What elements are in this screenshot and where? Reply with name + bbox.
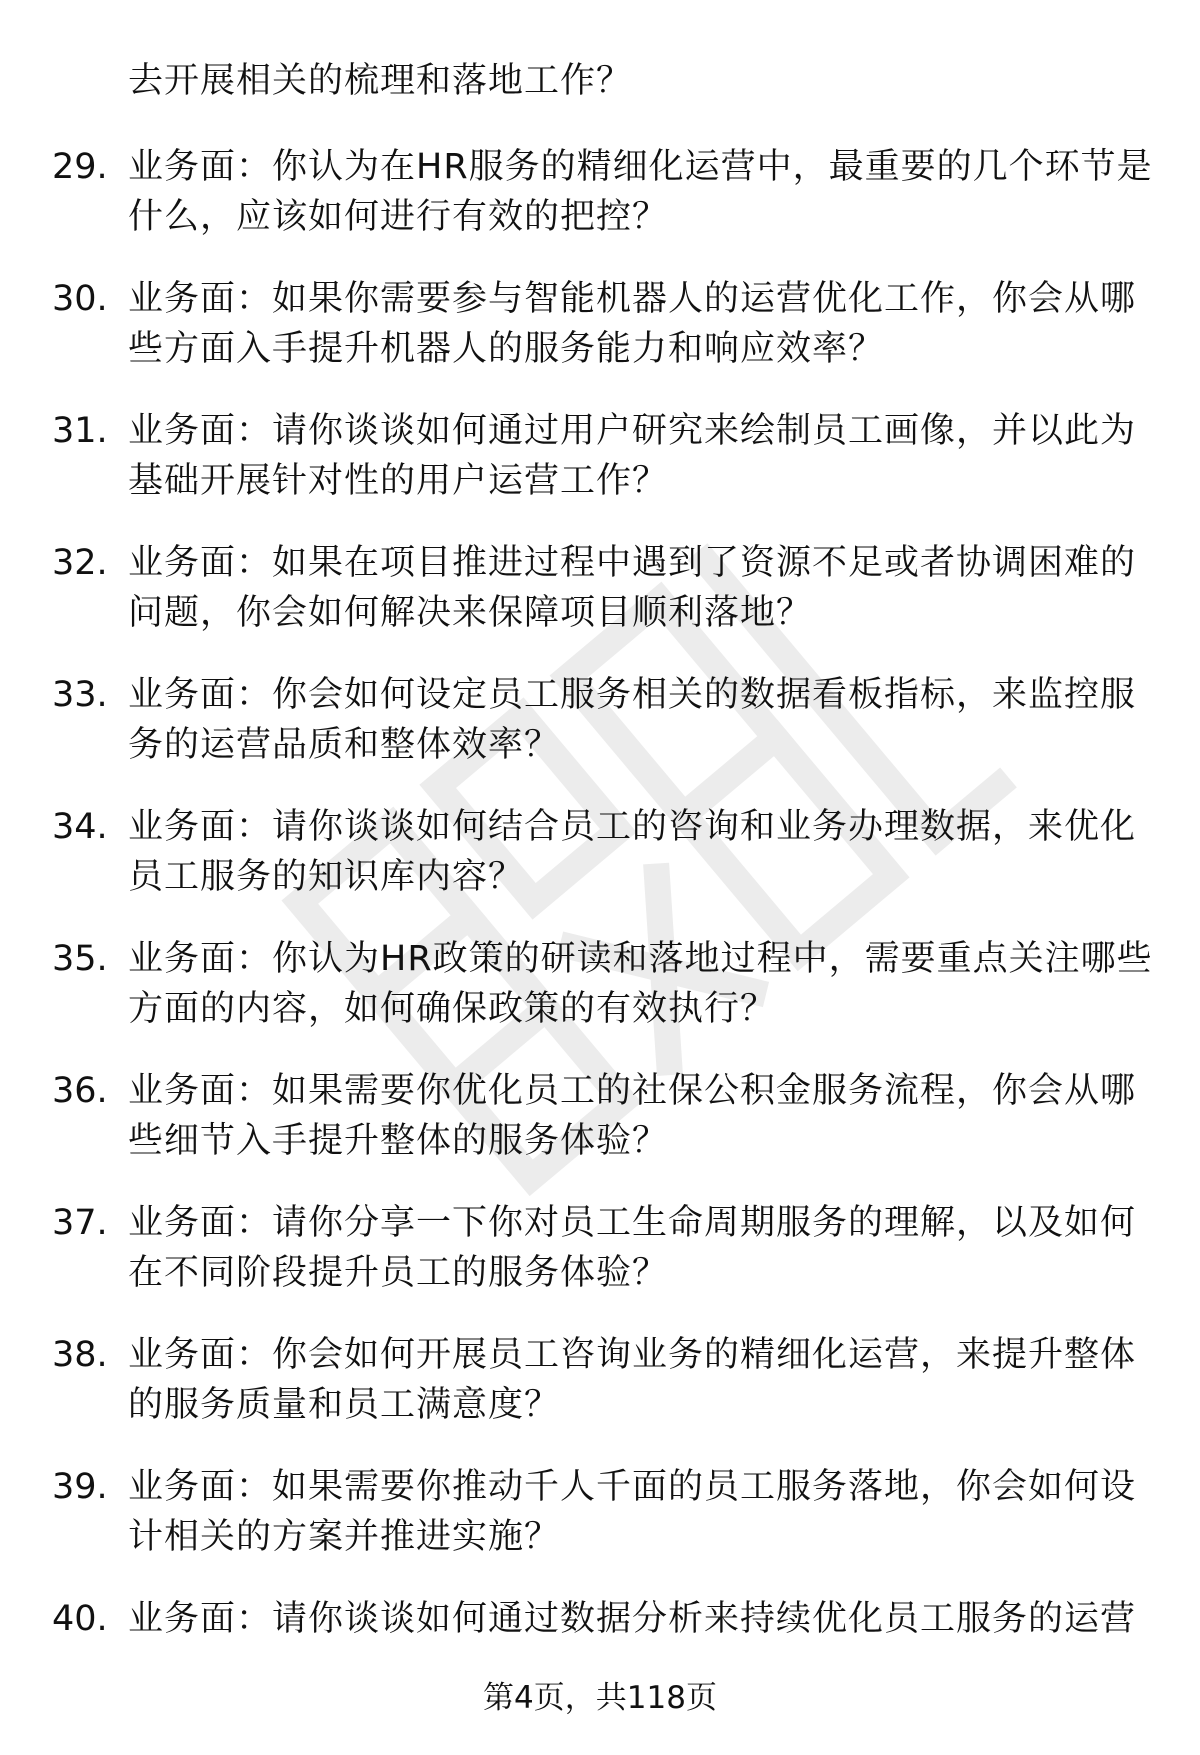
question-item [0, 538, 1200, 670]
question-line: 业务面：请你分享一下你对员工生命周期服务的理解，以及如何 [128, 1203, 1137, 1243]
question-number: 37. [52, 1203, 108, 1243]
question-number: 35. [52, 939, 108, 979]
question-text [128, 1462, 1158, 1562]
question-line: 些细节入手提升整体的服务体验？ [128, 1121, 669, 1161]
question-text [128, 1330, 1158, 1430]
question-line: 业务面：如果需要你推动千人千面的员工服务落地，你会如何设 [128, 1467, 1137, 1507]
question-number: 31. [52, 411, 108, 451]
question-line: 业务面：你认为在HR服务的精细化运营中，最重要的几个环节是 [128, 147, 1153, 187]
question-item [0, 274, 1200, 406]
question-number: 36. [52, 1071, 108, 1111]
question-text [128, 670, 1158, 770]
question-line: 员工服务的知识库内容？ [128, 857, 525, 897]
question-line: 业务面：你认为HR政策的研读和落地过程中，需要重点关注哪些 [128, 939, 1153, 979]
question-text [128, 1066, 1158, 1166]
question-text [128, 406, 1158, 506]
question-number: 32. [52, 543, 108, 583]
question-number: 34. [52, 807, 108, 847]
question-text [128, 1198, 1158, 1298]
question-number: 39. [52, 1467, 108, 1507]
question-line: 业务面：如果在项目推进过程中遇到了资源不足或者协调困难的 [128, 543, 1137, 583]
question-line: 业务面：如果需要你优化员工的社保公积金服务流程，你会从哪 [128, 1071, 1137, 1111]
question-line: 业务面：如果你需要参与智能机器人的运营优化工作，你会从哪 [128, 279, 1137, 319]
question-line: 些方面入手提升机器人的服务能力和响应效率？ [128, 329, 885, 369]
question-item [0, 1330, 1200, 1462]
question-text [128, 934, 1158, 1034]
question-item [0, 1198, 1200, 1330]
question-text [128, 142, 1158, 242]
question-item [0, 802, 1200, 934]
question-line: 问题，你会如何解决来保障项目顺利落地？ [128, 593, 813, 633]
question-item [0, 934, 1200, 1066]
question-line: 业务面：请你谈谈如何通过用户研究来绘制员工画像，并以此为 [128, 411, 1137, 451]
question-item [0, 1066, 1200, 1198]
question-text [128, 1594, 1158, 1644]
question-number: 38. [52, 1335, 108, 1375]
question-line: 什么，应该如何进行有效的把控？ [128, 197, 669, 237]
question-number: 30. [52, 279, 108, 319]
question-item [0, 142, 1200, 274]
question-line: 在不同阶段提升员工的服务体验？ [128, 1253, 669, 1293]
question-line: 计相关的方案并推进实施？ [128, 1517, 561, 1557]
question-line: 的服务质量和员工满意度？ [128, 1385, 561, 1425]
question-line: 基础开展针对性的用户运营工作？ [128, 461, 669, 501]
question-line: 方面的内容，如何确保政策的有效执行？ [128, 989, 777, 1029]
question-item [0, 406, 1200, 538]
continuation-text: 去开展相关的梳理和落地工作？ [128, 61, 633, 101]
question-item [0, 670, 1200, 802]
question-text [128, 274, 1158, 374]
question-text [128, 538, 1158, 638]
question-list [0, 142, 1200, 1726]
question-item [0, 1462, 1200, 1594]
question-number: 29. [52, 147, 108, 187]
question-line: 业务面：请你谈谈如何结合员工的咨询和业务办理数据，来优化 [128, 807, 1137, 847]
question-number: 40. [52, 1599, 108, 1639]
page-footer: 第4页，共118页 [483, 1680, 717, 1716]
question-line: 务的运营品质和整体效率？ [128, 725, 561, 765]
question-line: 业务面：请你谈谈如何通过数据分析来持续优化员工服务的运营 [128, 1599, 1137, 1639]
question-text [128, 802, 1158, 902]
question-line: 业务面：你会如何设定员工服务相关的数据看板指标，来监控服 [128, 675, 1137, 715]
question-line: 业务面：你会如何开展员工咨询业务的精细化运营，来提升整体 [128, 1335, 1137, 1375]
question-number: 33. [52, 675, 108, 715]
